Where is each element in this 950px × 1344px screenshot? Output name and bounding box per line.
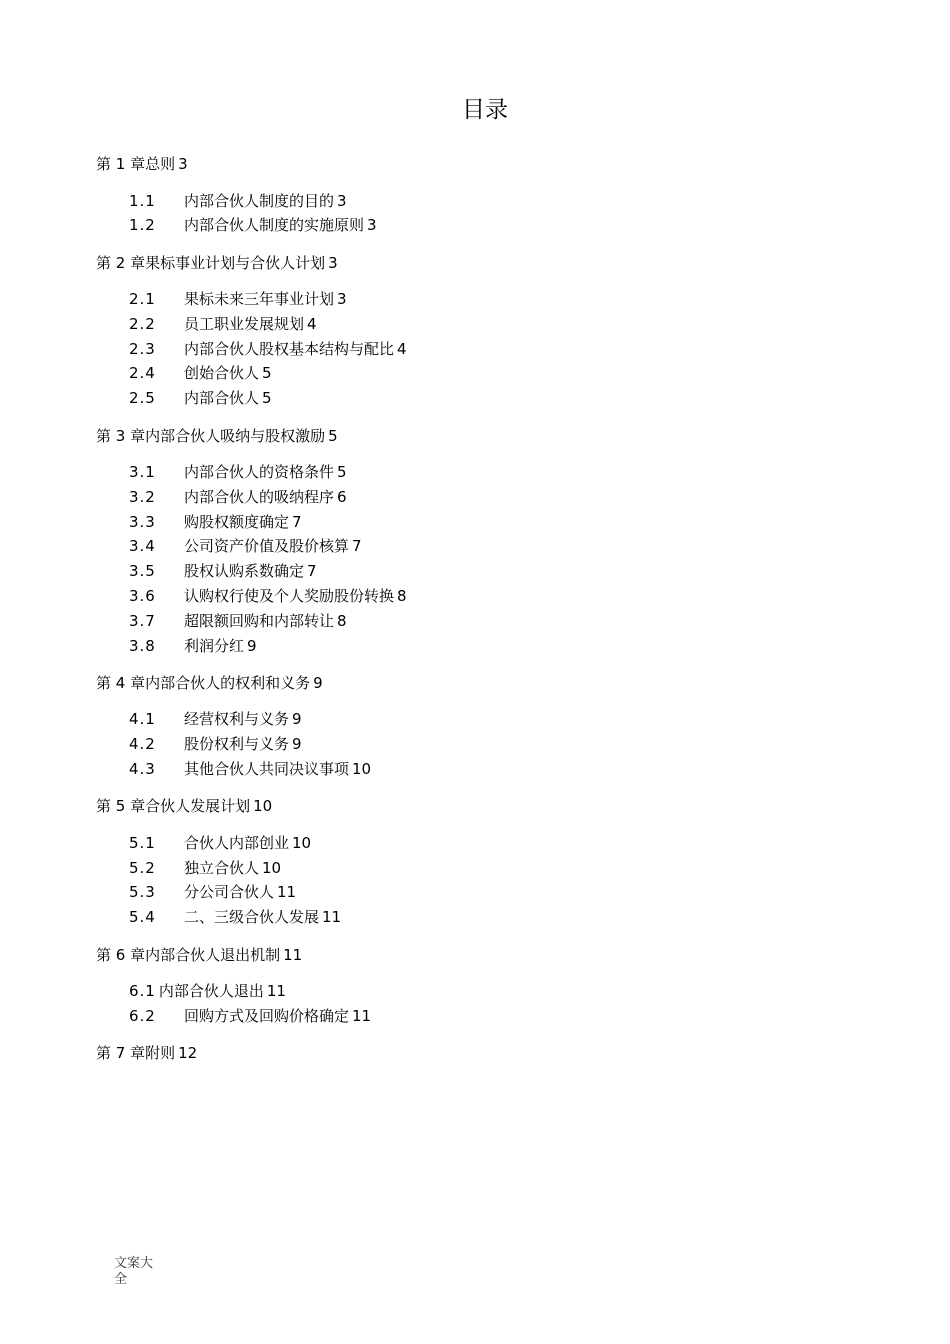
toc-section-number: 5.1 — [129, 833, 156, 852]
toc-section-entry[interactable] — [96, 337, 896, 362]
toc-chapter-label: 第 7 章附则 — [96, 1044, 176, 1063]
toc-section-entry[interactable] — [96, 609, 896, 634]
toc-page-number: 11 — [322, 908, 342, 927]
toc-section-entry[interactable] — [96, 361, 896, 386]
toc-chapter-label: 第 6 章内部合伙人退出机制 — [96, 945, 281, 964]
toc-section-entry[interactable] — [96, 312, 896, 337]
toc-chapter-entry[interactable] — [96, 671, 896, 695]
toc-page-number: 4 — [397, 339, 407, 358]
toc-section-number: 2.1 — [129, 290, 156, 309]
toc-section-list — [96, 707, 896, 781]
toc-section-number: 2.3 — [129, 339, 156, 358]
toc-section-entry[interactable] — [96, 880, 896, 905]
toc-section-number: 6.1 — [129, 982, 156, 1001]
toc-chapter-entry[interactable] — [96, 152, 896, 176]
toc-page-number: 5 — [262, 364, 272, 383]
toc-page-number: 12 — [178, 1044, 198, 1063]
toc-section-entry[interactable] — [96, 979, 896, 1004]
toc-section-number: 2.4 — [129, 364, 156, 383]
toc-section-entry[interactable] — [96, 534, 896, 559]
toc-section-label: 利润分红 — [184, 636, 245, 655]
toc-page-number: 7 — [292, 512, 302, 531]
toc-section-label: 内部合伙人的资格条件 — [184, 463, 335, 482]
toc-section-number: 5.2 — [129, 858, 156, 877]
toc-section-number: 2.5 — [129, 389, 156, 408]
toc-section-label: 果标未来三年事业计划 — [184, 290, 335, 309]
toc-section-entry[interactable] — [96, 460, 896, 485]
toc-section-label: 创始合伙人 — [184, 364, 260, 383]
toc-section-label: 内部合伙人股权基本结构与配比 — [184, 339, 395, 358]
toc-section-label: 股权认购系数确定 — [184, 562, 305, 581]
toc-section-label: 内部合伙人的吸纳程序 — [184, 487, 335, 506]
toc-section-list — [96, 831, 896, 930]
toc-section-number: 5.3 — [129, 883, 156, 902]
toc-page-number: 10 — [352, 760, 372, 779]
toc-section-entry[interactable] — [96, 831, 896, 856]
toc-section-number: 3.1 — [129, 463, 156, 482]
toc-section-entry[interactable] — [96, 189, 896, 214]
toc-section-entry[interactable] — [96, 634, 896, 659]
toc-page-number: 4 — [307, 314, 317, 333]
toc-section-label: 回购方式及回购价格确定 — [184, 1006, 350, 1025]
table-of-contents — [96, 152, 896, 1065]
toc-chapter-entry[interactable] — [96, 1041, 896, 1065]
toc-section-label: 超限额回购和内部转让 — [184, 611, 335, 630]
toc-page-number: 5 — [328, 426, 338, 445]
toc-section-list — [96, 189, 896, 239]
toc-chapter-entry[interactable] — [96, 943, 896, 967]
toc-section-number: 3.6 — [129, 587, 156, 606]
toc-section-number: 3.5 — [129, 562, 156, 581]
toc-page-number: 8 — [397, 587, 407, 606]
toc-section-label: 分公司合伙人 — [184, 883, 275, 902]
toc-chapter-entry[interactable] — [96, 251, 896, 275]
toc-section-label: 员工职业发展规划 — [184, 314, 305, 333]
toc-chapter-label: 第 2 章果标事业计划与合伙人计划 — [96, 253, 326, 272]
toc-page-number: 6 — [337, 487, 347, 506]
footer-watermark-text: 文案大全 — [114, 1256, 154, 1287]
toc-section-entry[interactable] — [96, 386, 896, 411]
toc-chapter-entry[interactable] — [96, 794, 896, 818]
toc-section-number: 2.2 — [129, 314, 156, 333]
toc-section-entry[interactable] — [96, 732, 896, 757]
toc-section-label: 股份权利与义务 — [184, 735, 290, 754]
toc-section-number: 3.3 — [129, 512, 156, 531]
toc-section-number: 3.2 — [129, 487, 156, 506]
toc-section-entry[interactable] — [96, 707, 896, 732]
toc-page-number: 3 — [328, 253, 338, 272]
toc-page-number: 8 — [337, 611, 347, 630]
toc-page-number: 9 — [313, 673, 323, 692]
toc-section-number: 3.7 — [129, 611, 156, 630]
toc-section-number: 4.2 — [129, 735, 156, 754]
toc-page-number: 9 — [292, 735, 302, 754]
toc-page-number: 3 — [337, 290, 347, 309]
toc-section-number: 6.2 — [129, 1006, 156, 1025]
toc-section-entry[interactable] — [96, 1004, 896, 1029]
toc-page-number: 7 — [352, 537, 362, 556]
toc-section-label: 独立合伙人 — [184, 858, 260, 877]
toc-page-number: 11 — [266, 982, 286, 1001]
toc-section-label: 二、三级合伙人发展 — [184, 908, 320, 927]
toc-section-number: 3.8 — [129, 636, 156, 655]
toc-section-number: 1.1 — [129, 191, 156, 210]
toc-page-number: 11 — [283, 945, 303, 964]
toc-section-entry[interactable] — [96, 510, 896, 535]
toc-section-list — [96, 287, 896, 411]
toc-section-label: 公司资产价值及股价核算 — [184, 537, 350, 556]
toc-section-label: 合伙人内部创业 — [184, 833, 290, 852]
toc-section-list — [96, 979, 896, 1029]
toc-section-label: 内部合伙人制度的目的 — [184, 191, 335, 210]
toc-section-number: 5.4 — [129, 908, 156, 927]
toc-section-entry[interactable] — [96, 287, 896, 312]
toc-section-entry[interactable] — [96, 213, 896, 238]
toc-section-number: 4.3 — [129, 760, 156, 779]
toc-section-label: 其他合伙人共同决议事项 — [184, 760, 350, 779]
toc-page-number: 9 — [247, 636, 257, 655]
toc-section-label: 经营权利与义务 — [184, 710, 290, 729]
toc-chapter-label: 第 5 章合伙人发展计划 — [96, 797, 251, 816]
toc-page-number: 9 — [292, 710, 302, 729]
toc-section-entry[interactable] — [96, 485, 896, 510]
toc-section-entry[interactable] — [96, 856, 896, 881]
toc-section-number: 3.4 — [129, 537, 156, 556]
toc-page-number: 10 — [292, 833, 312, 852]
toc-page-number: 3 — [178, 155, 188, 173]
toc-chapter-label: 第 3 章内部合伙人吸纳与股权激励 — [96, 426, 326, 445]
toc-section-entry[interactable] — [96, 559, 896, 584]
toc-section-list — [96, 460, 896, 658]
toc-section-label: 内部合伙人退出 — [158, 982, 264, 1001]
toc-page-number: 11 — [277, 883, 297, 902]
toc-section-label: 购股权额度确定 — [184, 512, 290, 531]
page-title: 目录 — [462, 97, 508, 123]
toc-page-number: 3 — [367, 216, 377, 235]
toc-section-entry[interactable] — [96, 757, 896, 782]
toc-section-label: 内部合伙人制度的实施原则 — [184, 216, 365, 235]
toc-section-entry[interactable] — [96, 905, 896, 930]
toc-section-label: 内部合伙人 — [184, 389, 260, 408]
toc-section-entry[interactable] — [96, 584, 896, 609]
toc-section-label: 认购权行使及个人奖励股份转换 — [184, 587, 395, 606]
toc-section-number: 1.2 — [129, 216, 156, 235]
toc-page-number: 7 — [307, 562, 317, 581]
toc-chapter-entry[interactable] — [96, 424, 896, 448]
toc-page-number: 5 — [337, 463, 347, 482]
toc-page-number: 10 — [253, 797, 273, 816]
toc-chapter-label: 第 4 章内部合伙人的权利和义务 — [96, 673, 311, 692]
toc-section-number: 4.1 — [129, 710, 156, 729]
toc-page-number: 11 — [352, 1006, 372, 1025]
toc-page-number: 3 — [337, 191, 347, 210]
toc-chapter-label: 第 1 章总则 — [96, 155, 176, 173]
toc-page-number: 5 — [262, 389, 272, 408]
toc-page-number: 10 — [262, 858, 282, 877]
